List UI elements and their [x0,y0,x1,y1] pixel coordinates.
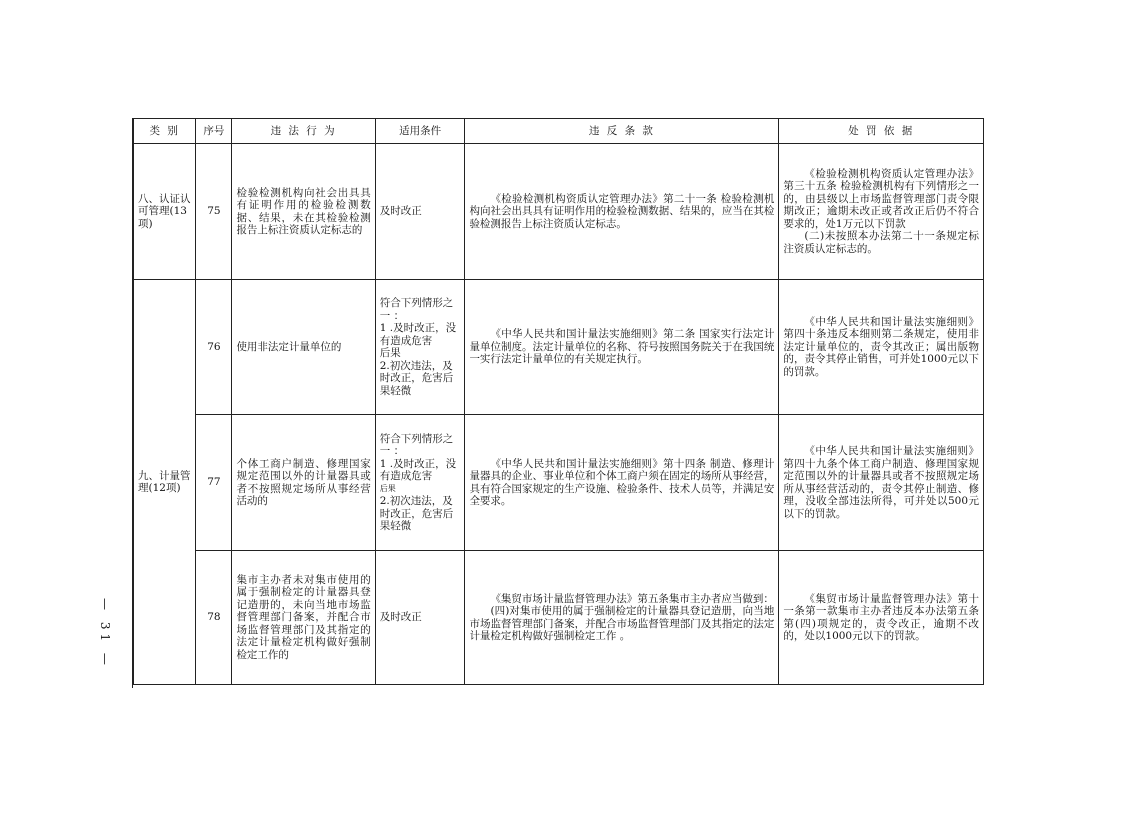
basis-cell: 《中华人民共和国计量法实施细则》第四十条违反本细则第二条规定，使用非法定计量单位的，责令其改正；属出版物的，责令其停止销售，可并处1000元以下的罚款。 [779,280,984,415]
seq-cell: 76 [196,280,232,415]
header-clause: 违 反 条 款 [465,119,779,144]
condition-cell [375,280,465,415]
condition-head: 符合下列情形之 一 ： [379,432,454,457]
header-basis: 处 罚 依 据 [779,119,984,144]
condition-item: 2.初次违法，及时改正，危害后果轻微 [379,495,454,532]
clause-cell: 《中华人民共和国计量法实施细则》第二条 国家实行法定计量单位制度。法定计量单位的名称、符号按照国务院关于在我国统一实行法定计量单位的有关规定执行。 [465,280,779,415]
seq-cell: 75 [196,144,232,280]
seq-cell: 78 [196,551,232,685]
table-row [134,415,984,551]
category-cell: 九、计量管理(12项) [134,280,196,685]
act-cell: 集市主办者未对集市使用的属于强制检定的计量器具登记造册的，未向当地市场监督管理部门备案，并配合市场监督管理部门及其指定的法定计量检定机构做好强制检定工作的 [232,551,375,685]
condition-cell: 及时改正 [375,551,465,685]
condition-item: 1 .及时改正，没有造成危害 [379,457,457,482]
condition-cell: 及时改正 [375,144,465,280]
clause-text: (四)对集市使用的属于强制检定的计量器具登记造册，向当地市场监督管理部门备案，并配合市场监督管理部门及其指定的法定计量检定机构做好强制检定工作 。 [469,605,775,642]
header-act: 违 法 行 为 [232,119,375,144]
page-number: — 31 — [98,598,112,669]
clause-cell: 《中华人民共和国计量法实施细则》第十四条 制造、修理计量器具的企业、事业单位和个体工商户须在固定的场所从事经营，具有符合国家规定的生产设施、检验条件、技术人员等，并满足安全要求。 [465,415,779,551]
header-category: 类 别 [134,119,196,144]
table-header-row [134,119,984,144]
table-row [134,551,984,685]
act-cell: 使用非法定计量单位的 [232,280,375,415]
category-cell: 八、认证认可管理(13项) [134,144,196,280]
act-cell: 个体工商户制造、修理国家规定范围以外的计量器具或者不按照规定场所从事经营活动的 [232,415,375,551]
header-seq: 序号 [196,119,232,144]
act-cell: 检验检测机构向社会出具具有证明作用的检验检测数据、结果，未在其检验检测报告上标注资质认定标志的 [232,144,375,280]
basis-cell [779,144,984,280]
clause-cell [465,551,779,685]
table-row [134,144,984,280]
condition-item: 1 .及时改正，没有造成危害 [379,322,457,347]
seq-cell: 77 [196,415,232,551]
clause-cell: 《检验检测机构资质认定管理办法》第二十一条 检验检测机构向社会出具具有证明作用的检验检测数据、结果的，应当在其检验检测报告上标注资质认定标志。 [465,144,779,280]
penalty-table [133,118,984,685]
basis-text: 《检验检测机构资质认定管理办法》第三十五条 检验检测机构有下列情形之一的，由县级以上市场监督管理部门责令限期改正；逾期未改正或者改正后仍不符合要求的，处1万元以下罚款 [783,167,979,230]
basis-cell: 《中华人民共和国计量法实施细则》第四十九条个体工商户制造、修理国家规定范围以外的计量器具或者不按照规定场所从事经营活动的，责令其停止制造、修理，没收全部违法所得，可并处以500元以下的罚款。 [779,415,984,551]
clause-text: 《集贸市场计量监督管理办法》第五条集市主办者应当做到： [490,592,774,605]
condition-item: 2.初次违法，及时改正，危害后果轻微 [379,359,454,397]
basis-cell: 《集贸市场计量监督管理办法》第十一条第一款集市主办者违反本办法第五条第(四)项规定的，责令改正，逾期不改的，处以1000元以下的罚款。 [779,551,984,685]
condition-cell [375,415,465,551]
condition-item: 后果 [379,483,396,493]
table-row [134,280,984,415]
header-condition: 适用条件 [375,119,465,144]
condition-head: 符合下列情形之 一 ： [379,297,454,322]
condition-item: 后果 [379,347,401,359]
basis-text: (二)未按照本办法第二十一条规定标注资质认定标志的。 [783,230,979,255]
